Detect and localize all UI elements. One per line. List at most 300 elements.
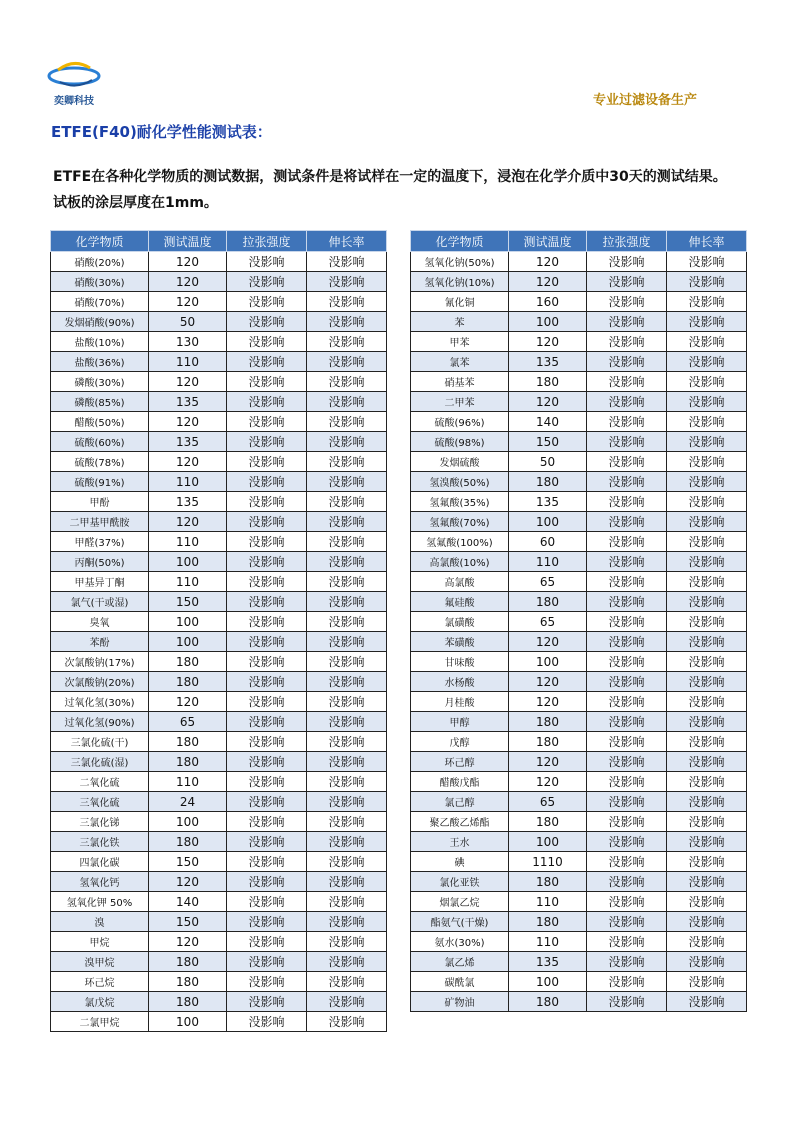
tensile-cell: 没影响: [227, 532, 307, 552]
elongation-cell: 没影响: [307, 512, 387, 532]
chemical-cell: 溴: [51, 912, 149, 932]
elongation-cell: 没影响: [667, 272, 747, 292]
temperature-cell: 135: [149, 492, 227, 512]
temperature-cell: 120: [149, 412, 227, 432]
chemical-cell: 王水: [411, 832, 509, 852]
table-row: [51, 632, 387, 652]
table-row: [51, 1012, 387, 1032]
elongation-cell: 没影响: [307, 532, 387, 552]
chemical-cell: 氢氟酸(70%): [411, 512, 509, 532]
elongation-cell: 没影响: [667, 592, 747, 612]
tensile-cell: 没影响: [587, 612, 667, 632]
elongation-cell: 没影响: [667, 292, 747, 312]
temperature-cell: 120: [509, 752, 587, 772]
temperature-cell: 120: [149, 252, 227, 272]
elongation-cell: 没影响: [667, 952, 747, 972]
chemical-cell: 戊醇: [411, 732, 509, 752]
tensile-cell: 没影响: [587, 452, 667, 472]
temperature-cell: 65: [509, 792, 587, 812]
table-row: [411, 832, 747, 852]
elongation-cell: 没影响: [307, 892, 387, 912]
temperature-cell: 120: [149, 452, 227, 472]
elongation-cell: 没影响: [307, 552, 387, 572]
temperature-cell: 150: [149, 912, 227, 932]
temperature-cell: 180: [149, 752, 227, 772]
temperature-cell: 180: [509, 812, 587, 832]
chemical-cell: 三氯化硫(干): [51, 732, 149, 752]
temperature-cell: 135: [149, 392, 227, 412]
elongation-cell: 没影响: [307, 732, 387, 752]
tensile-cell: 没影响: [587, 312, 667, 332]
chemical-cell: 氢氧化钠(50%): [411, 252, 509, 272]
elongation-cell: 没影响: [667, 672, 747, 692]
header-tagline: 专业过滤设备生产: [592, 93, 697, 108]
temperature-cell: 65: [149, 712, 227, 732]
chemical-cell: 发烟硝酸(90%): [51, 312, 149, 332]
header-chemical: 化学物质: [51, 231, 149, 252]
temperature-cell: 100: [149, 612, 227, 632]
elongation-cell: 没影响: [667, 732, 747, 752]
elongation-cell: 没影响: [307, 1012, 387, 1032]
elongation-cell: 没影响: [307, 652, 387, 672]
table-row: [411, 972, 747, 992]
document-title: ETFE(F40)耐化学性能测试表：: [51, 123, 272, 141]
chemical-cell: 苯: [411, 312, 509, 332]
temperature-cell: 100: [509, 832, 587, 852]
chemical-cell: 溴甲烷: [51, 952, 149, 972]
table-row: [411, 312, 747, 332]
tensile-cell: 没影响: [227, 832, 307, 852]
tensile-cell: 没影响: [587, 892, 667, 912]
tensile-cell: 没影响: [227, 932, 307, 952]
temperature-cell: 120: [149, 692, 227, 712]
temperature-cell: 120: [509, 632, 587, 652]
table-row: [51, 832, 387, 852]
chemical-cell: 醋酸(50%): [51, 412, 149, 432]
table-row: [411, 932, 747, 952]
chemical-cell: 环己烷: [51, 972, 149, 992]
table-row: [51, 592, 387, 612]
temperature-cell: 110: [149, 572, 227, 592]
table-row: [411, 292, 747, 312]
chemical-cell: 二氧化硫: [51, 772, 149, 792]
tensile-cell: 没影响: [587, 772, 667, 792]
chemical-cell: 次氯酸钠(20%): [51, 672, 149, 692]
table-row: [411, 392, 747, 412]
table-row: [411, 332, 747, 352]
tensile-cell: 没影响: [587, 592, 667, 612]
table-row: [411, 912, 747, 932]
elongation-cell: 没影响: [667, 692, 747, 712]
table-row: [411, 812, 747, 832]
tensile-cell: 没影响: [227, 612, 307, 632]
header-tensile-strength: 拉张强度: [227, 231, 307, 252]
chemical-cell: 甲醇: [411, 712, 509, 732]
table-row: [411, 632, 747, 652]
temperature-cell: 120: [149, 512, 227, 532]
table-row: [411, 772, 747, 792]
temperature-cell: 100: [509, 972, 587, 992]
table-row: [51, 472, 387, 492]
table-row: [51, 752, 387, 772]
tensile-cell: 没影响: [227, 272, 307, 292]
table-row: [51, 332, 387, 352]
table-row: [411, 612, 747, 632]
chemical-cell: 甲苯: [411, 332, 509, 352]
elongation-cell: 没影响: [667, 452, 747, 472]
tensile-cell: 没影响: [587, 552, 667, 572]
elongation-cell: 没影响: [667, 832, 747, 852]
elongation-cell: 没影响: [667, 552, 747, 572]
elongation-cell: 没影响: [667, 252, 747, 272]
chemical-cell: 盐酸(36%): [51, 352, 149, 372]
chemical-cell: 氯己醇: [411, 792, 509, 812]
temperature-cell: 135: [149, 432, 227, 452]
elongation-cell: 没影响: [667, 892, 747, 912]
elongation-cell: 没影响: [667, 812, 747, 832]
tensile-cell: 没影响: [227, 332, 307, 352]
tensile-cell: 没影响: [227, 352, 307, 372]
chemical-cell: 发烟硫酸: [411, 452, 509, 472]
temperature-cell: 120: [509, 272, 587, 292]
elongation-cell: 没影响: [307, 352, 387, 372]
temperature-cell: 180: [509, 372, 587, 392]
table-row: [411, 412, 747, 432]
table-row: [411, 272, 747, 292]
tensile-cell: 没影响: [227, 312, 307, 332]
chemical-cell: 氢溴酸(50%): [411, 472, 509, 492]
header-tensile-strength: 拉张强度: [587, 231, 667, 252]
table-row: [411, 992, 747, 1012]
elongation-cell: 没影响: [307, 292, 387, 312]
table-row: [411, 472, 747, 492]
temperature-cell: 110: [509, 552, 587, 572]
temperature-cell: 180: [509, 592, 587, 612]
tensile-cell: 没影响: [587, 972, 667, 992]
temperature-cell: 135: [509, 492, 587, 512]
elongation-cell: 没影响: [307, 912, 387, 932]
elongation-cell: 没影响: [307, 472, 387, 492]
elongation-cell: 没影响: [667, 372, 747, 392]
chemical-cell: 碳酰氯: [411, 972, 509, 992]
table-row: [51, 692, 387, 712]
table-row: [51, 392, 387, 412]
chemical-cell: 氯气(干或湿): [51, 592, 149, 612]
table-header-row: [411, 231, 747, 252]
temperature-cell: 180: [509, 712, 587, 732]
temperature-cell: 180: [509, 992, 587, 1012]
elongation-cell: 没影响: [667, 752, 747, 772]
elongation-cell: 没影响: [307, 672, 387, 692]
header-elongation: 伸长率: [307, 231, 387, 252]
elongation-cell: 没影响: [307, 252, 387, 272]
chemical-cell: 矿物油: [411, 992, 509, 1012]
tensile-cell: 没影响: [587, 952, 667, 972]
temperature-cell: 100: [149, 552, 227, 572]
table-row: [411, 452, 747, 472]
tensile-cell: 没影响: [227, 712, 307, 732]
chemical-cell: 甲醛(37%): [51, 532, 149, 552]
temperature-cell: 100: [509, 312, 587, 332]
chemical-cell: 臭氧: [51, 612, 149, 632]
temperature-cell: 120: [509, 672, 587, 692]
temperature-cell: 160: [509, 292, 587, 312]
temperature-cell: 180: [149, 992, 227, 1012]
temperature-cell: 180: [149, 672, 227, 692]
temperature-cell: 60: [509, 532, 587, 552]
elongation-cell: 没影响: [667, 312, 747, 332]
temperature-cell: 120: [149, 372, 227, 392]
tensile-cell: 没影响: [587, 932, 667, 952]
table-row: [51, 932, 387, 952]
header-chemical: 化学物质: [411, 231, 509, 252]
elongation-cell: 没影响: [667, 512, 747, 532]
elongation-cell: 没影响: [307, 752, 387, 772]
chemical-cell: 三氯化铁: [51, 832, 149, 852]
chemical-cell: 次氯酸钠(17%): [51, 652, 149, 672]
table-row: [51, 432, 387, 452]
table-row: [51, 572, 387, 592]
tensile-cell: 没影响: [227, 632, 307, 652]
elongation-cell: 没影响: [667, 972, 747, 992]
chemical-cell: 氯苯: [411, 352, 509, 372]
elongation-cell: 没影响: [307, 832, 387, 852]
elongation-cell: 没影响: [307, 312, 387, 332]
elongation-cell: 没影响: [307, 992, 387, 1012]
chemical-cell: 三氯化硫(湿): [51, 752, 149, 772]
table-row: [411, 492, 747, 512]
temperature-cell: 180: [509, 912, 587, 932]
tensile-cell: 没影响: [227, 552, 307, 572]
tensile-cell: 没影响: [227, 692, 307, 712]
chemical-cell: 氯磺酸: [411, 612, 509, 632]
chemical-cell: 高氯酸(10%): [411, 552, 509, 572]
temperature-cell: 130: [149, 332, 227, 352]
elongation-cell: 没影响: [667, 772, 747, 792]
tensile-cell: 没影响: [587, 292, 667, 312]
chemical-cell: 烟氯乙烷: [411, 892, 509, 912]
temperature-cell: 100: [509, 652, 587, 672]
table-row: [51, 272, 387, 292]
elongation-cell: 没影响: [307, 332, 387, 352]
table-row: [411, 652, 747, 672]
elongation-cell: 没影响: [667, 992, 747, 1012]
tensile-cell: 没影响: [587, 252, 667, 272]
table-row: [51, 772, 387, 792]
tensile-cell: 没影响: [227, 252, 307, 272]
table-row: [51, 412, 387, 432]
elongation-cell: 没影响: [307, 452, 387, 472]
tensile-cell: 没影响: [227, 472, 307, 492]
tensile-cell: 没影响: [227, 952, 307, 972]
tensile-cell: 没影响: [227, 492, 307, 512]
chemical-cell: 氰化铜: [411, 292, 509, 312]
table-row: [411, 572, 747, 592]
temperature-cell: 1110: [509, 852, 587, 872]
tensile-cell: 没影响: [227, 372, 307, 392]
temperature-cell: 120: [149, 932, 227, 952]
tensile-cell: 没影响: [227, 292, 307, 312]
temperature-cell: 110: [509, 892, 587, 912]
table-row: [411, 692, 747, 712]
table-row: [51, 712, 387, 732]
chemical-cell: 甲基异丁酮: [51, 572, 149, 592]
temperature-cell: 110: [149, 532, 227, 552]
chemical-cell: 氨水(30%): [411, 932, 509, 952]
tensile-cell: 没影响: [587, 332, 667, 352]
table-row: [411, 712, 747, 732]
temperature-cell: 100: [149, 1012, 227, 1032]
tensile-cell: 没影响: [587, 712, 667, 732]
temperature-cell: 24: [149, 792, 227, 812]
chemical-cell: 硝酸(20%): [51, 252, 149, 272]
chemical-cell: 硝基苯: [411, 372, 509, 392]
tensile-cell: 没影响: [587, 872, 667, 892]
tensile-cell: 没影响: [227, 392, 307, 412]
temperature-cell: 65: [509, 572, 587, 592]
chemical-cell: 硫酸(60%): [51, 432, 149, 452]
elongation-cell: 没影响: [667, 492, 747, 512]
elongation-cell: 没影响: [667, 792, 747, 812]
tensile-cell: 没影响: [587, 512, 667, 532]
tensile-cell: 没影响: [227, 412, 307, 432]
tensile-cell: 没影响: [587, 812, 667, 832]
chemical-cell: 苯酚: [51, 632, 149, 652]
tensile-cell: 没影响: [227, 992, 307, 1012]
tensile-cell: 没影响: [227, 572, 307, 592]
table-row: [51, 792, 387, 812]
elongation-cell: 没影响: [667, 932, 747, 952]
tensile-cell: 没影响: [227, 652, 307, 672]
chemical-cell: 氟硅酸: [411, 592, 509, 612]
tensile-cell: 没影响: [227, 512, 307, 532]
temperature-cell: 120: [509, 252, 587, 272]
temperature-cell: 180: [509, 472, 587, 492]
header-temperature: 测试温度: [149, 231, 227, 252]
elongation-cell: 没影响: [667, 612, 747, 632]
tensile-cell: 没影响: [587, 492, 667, 512]
elongation-cell: 没影响: [667, 852, 747, 872]
chemical-cell: 三氯化锑: [51, 812, 149, 832]
tensile-cell: 没影响: [587, 572, 667, 592]
chemical-cell: 甲酚: [51, 492, 149, 512]
temperature-cell: 120: [149, 292, 227, 312]
temperature-cell: 65: [509, 612, 587, 632]
table-row: [51, 872, 387, 892]
elongation-cell: 没影响: [667, 472, 747, 492]
elongation-cell: 没影响: [667, 632, 747, 652]
table-row: [51, 532, 387, 552]
chemical-cell: 硝酸(30%): [51, 272, 149, 292]
temperature-cell: 135: [509, 952, 587, 972]
chemical-cell: 磷酸(85%): [51, 392, 149, 412]
chemical-cell: 碘: [411, 852, 509, 872]
chemical-cell: 盐酸(10%): [51, 332, 149, 352]
chemical-cell: 四氯化碳: [51, 852, 149, 872]
elongation-cell: 没影响: [667, 872, 747, 892]
table-row: [411, 852, 747, 872]
globe-swoosh-icon: [46, 56, 102, 92]
chemical-cell: 硫酸(78%): [51, 452, 149, 472]
chemical-resistance-table-right: [410, 230, 747, 1012]
chemical-cell: 氯乙烯: [411, 952, 509, 972]
tensile-cell: 没影响: [227, 732, 307, 752]
elongation-cell: 没影响: [307, 592, 387, 612]
header-elongation: 伸长率: [667, 231, 747, 252]
tensile-cell: 没影响: [587, 532, 667, 552]
table-row: [411, 532, 747, 552]
temperature-cell: 110: [149, 772, 227, 792]
tensile-cell: 没影响: [587, 632, 667, 652]
temperature-cell: 180: [149, 732, 227, 752]
temperature-cell: 50: [149, 312, 227, 332]
temperature-cell: 150: [509, 432, 587, 452]
chemical-cell: 月桂酸: [411, 692, 509, 712]
logo-text: 奕卿科技: [54, 96, 94, 107]
tensile-cell: 没影响: [227, 452, 307, 472]
chemical-cell: 氢氟酸(100%): [411, 532, 509, 552]
chemical-cell: 硫酸(96%): [411, 412, 509, 432]
elongation-cell: 没影响: [667, 572, 747, 592]
temperature-cell: 135: [509, 352, 587, 372]
tensile-cell: 没影响: [227, 432, 307, 452]
tensile-cell: 没影响: [227, 872, 307, 892]
tensile-cell: 没影响: [587, 912, 667, 932]
chemical-cell: 二甲基甲酰胺: [51, 512, 149, 532]
chemical-cell: 过氧化氢(90%): [51, 712, 149, 732]
table-row: [411, 872, 747, 892]
chemical-cell: 醋酸戊酯: [411, 772, 509, 792]
elongation-cell: 没影响: [307, 972, 387, 992]
table-row: [411, 592, 747, 612]
table-row: [411, 432, 747, 452]
temperature-cell: 100: [509, 512, 587, 532]
table-row: [51, 852, 387, 872]
table-header-row: [51, 231, 387, 252]
table-row: [51, 372, 387, 392]
header-temperature: 测试温度: [509, 231, 587, 252]
temperature-cell: 140: [509, 412, 587, 432]
elongation-cell: 没影响: [307, 632, 387, 652]
elongation-cell: 没影响: [667, 432, 747, 452]
tensile-cell: 没影响: [587, 672, 667, 692]
tensile-cell: 没影响: [227, 912, 307, 932]
tensile-cell: 没影响: [587, 472, 667, 492]
tensile-cell: 没影响: [227, 1012, 307, 1032]
table-row: [411, 892, 747, 912]
table-row: [411, 752, 747, 772]
temperature-cell: 120: [509, 692, 587, 712]
table-row: [411, 352, 747, 372]
chemical-cell: 甲烷: [51, 932, 149, 952]
elongation-cell: 没影响: [667, 332, 747, 352]
table-row: [51, 892, 387, 912]
temperature-cell: 180: [509, 872, 587, 892]
elongation-cell: 没影响: [307, 812, 387, 832]
temperature-cell: 150: [149, 592, 227, 612]
tensile-cell: 没影响: [587, 692, 667, 712]
elongation-cell: 没影响: [307, 372, 387, 392]
chemical-cell: 氢氧化钾 50%: [51, 892, 149, 912]
chemical-cell: 丙酮(50%): [51, 552, 149, 572]
tensile-cell: 没影响: [227, 672, 307, 692]
tensile-cell: 没影响: [227, 752, 307, 772]
temperature-cell: 120: [149, 272, 227, 292]
elongation-cell: 没影响: [307, 692, 387, 712]
chemical-cell: 硫酸(91%): [51, 472, 149, 492]
tensile-cell: 没影响: [587, 372, 667, 392]
elongation-cell: 没影响: [307, 872, 387, 892]
